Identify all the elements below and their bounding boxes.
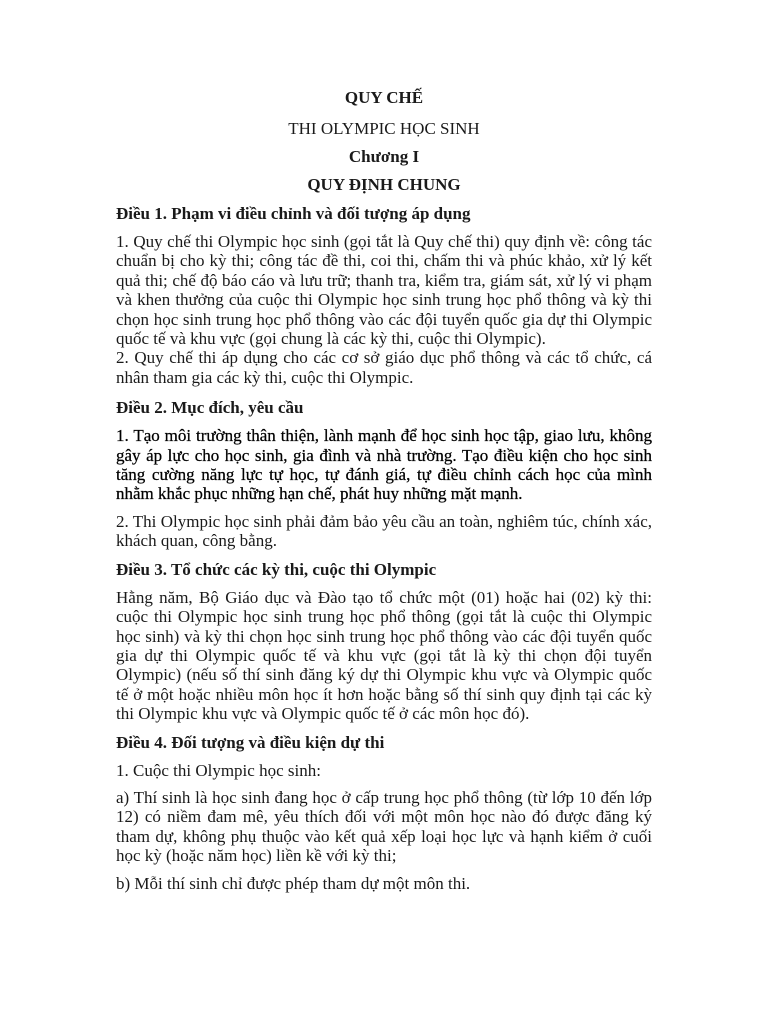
article-paragraph: 2. Quy chế thi áp dụng cho các cơ sở giáo dục phổ thông và các tổ chức, cá nhân tham gia các kỳ thi, cuộc thi Olympic. <box>116 348 652 387</box>
article-paragraph: 1. Quy chế thi Olympic học sinh (gọi tắt là Quy chế thi) quy định về: công tác chuẩn bị cho kỳ thi; công tác đề thi, coi thi, chấm thi và phúc khảo, xử lý kết quả thi; chế độ báo cáo và lưu trữ; thanh tra, kiểm tra, giám sát, xử lý vi phạm và khen thưởng của cuộc thi Olympic học sinh trung học phổ thông và kỳ thi chọn học sinh trung học phổ thông vào các đội tuyển quốc gia dự thi Olympic quốc tế và khu vực (gọi chung là các kỳ thi, cuộc thi Olympic). <box>116 232 652 349</box>
document-subtitle: THI OLYMPIC HỌC SINH <box>288 119 480 138</box>
article-heading: Điều 4. Đối tượng và điều kiện dự thi <box>116 732 385 752</box>
article-paragraph: 1. Cuộc thi Olympic học sinh: <box>116 760 321 780</box>
article-4 <box>116 732 652 893</box>
article-paragraph: 2. Thi Olympic học sinh phải đảm bảo yêu cầu an toàn, nghiêm túc, chính xác, khách quan, công bằng. <box>116 511 652 551</box>
chapter-number: Chương I <box>348 147 420 166</box>
document-title: QUY CHẾ <box>344 88 424 107</box>
article-3 <box>116 559 652 724</box>
article-paragraph: 1. Tạo môi trường thân thiện, lành mạnh để học sinh học tập, giao lưu, không gây áp lực cho học sinh, gia đình và nhà trường. Tạo điều kiện cho học sinh tăng cường năng lực tự học, tự đánh giá, tự điều chỉnh cách học của mình nhằm khắc phục những hạn chế, phát huy những mặt mạnh. <box>116 426 652 504</box>
article-heading: Điều 2. Mục đích, yêu cầu <box>116 398 304 418</box>
article-2 <box>116 397 652 550</box>
article-paragraph: b) Mỗi thí sinh chỉ được phép tham dự một môn thi. <box>116 873 471 893</box>
article-heading: Điều 3. Tổ chức các kỳ thi, cuộc thi Olympic <box>116 559 437 579</box>
article-paragraph: Hằng năm, Bộ Giáo dục và Đào tạo tổ chức một (01) hoặc hai (02) kỳ thi: cuộc thi Olympic học sinh trung học phổ thông (gọi tắt là cuộc thi Olympic học sinh) và kỳ thi chọn học sinh trung học phổ thông vào các đội tuyển quốc gia dự thi Olympic quốc tế và khu vực (gọi tắt là kỳ thi chọn đội tuyển Olympic) (nếu số thí sinh đăng ký dự thi Olympic khu vực và Olympic quốc tế ở một hoặc nhiều môn học ít hơn hoặc bằng số thí sinh quy định tại các kỳ thi Olympic khu vực và Olympic quốc tế ở các môn học đó). <box>116 587 652 724</box>
document-page <box>116 84 652 893</box>
chapter-title: QUY ĐỊNH CHUNG <box>307 175 461 194</box>
article-1 <box>116 203 652 387</box>
article-heading: Điều 1. Phạm vi điều chỉnh và đối tượng áp dụng <box>116 204 471 223</box>
article-paragraph: a) Thí sinh là học sinh đang học ở cấp trung học phổ thông (từ lớp 10 đến lớp 12) có niềm đam mê, yêu thích đối với một môn học nào đó được đăng ký tham dự, không phụ thuộc vào kết quả xếp loại học lực và hạnh kiểm ở cuối học kỳ (hoặc năm học) liền kề với kỳ thi; <box>116 787 652 866</box>
